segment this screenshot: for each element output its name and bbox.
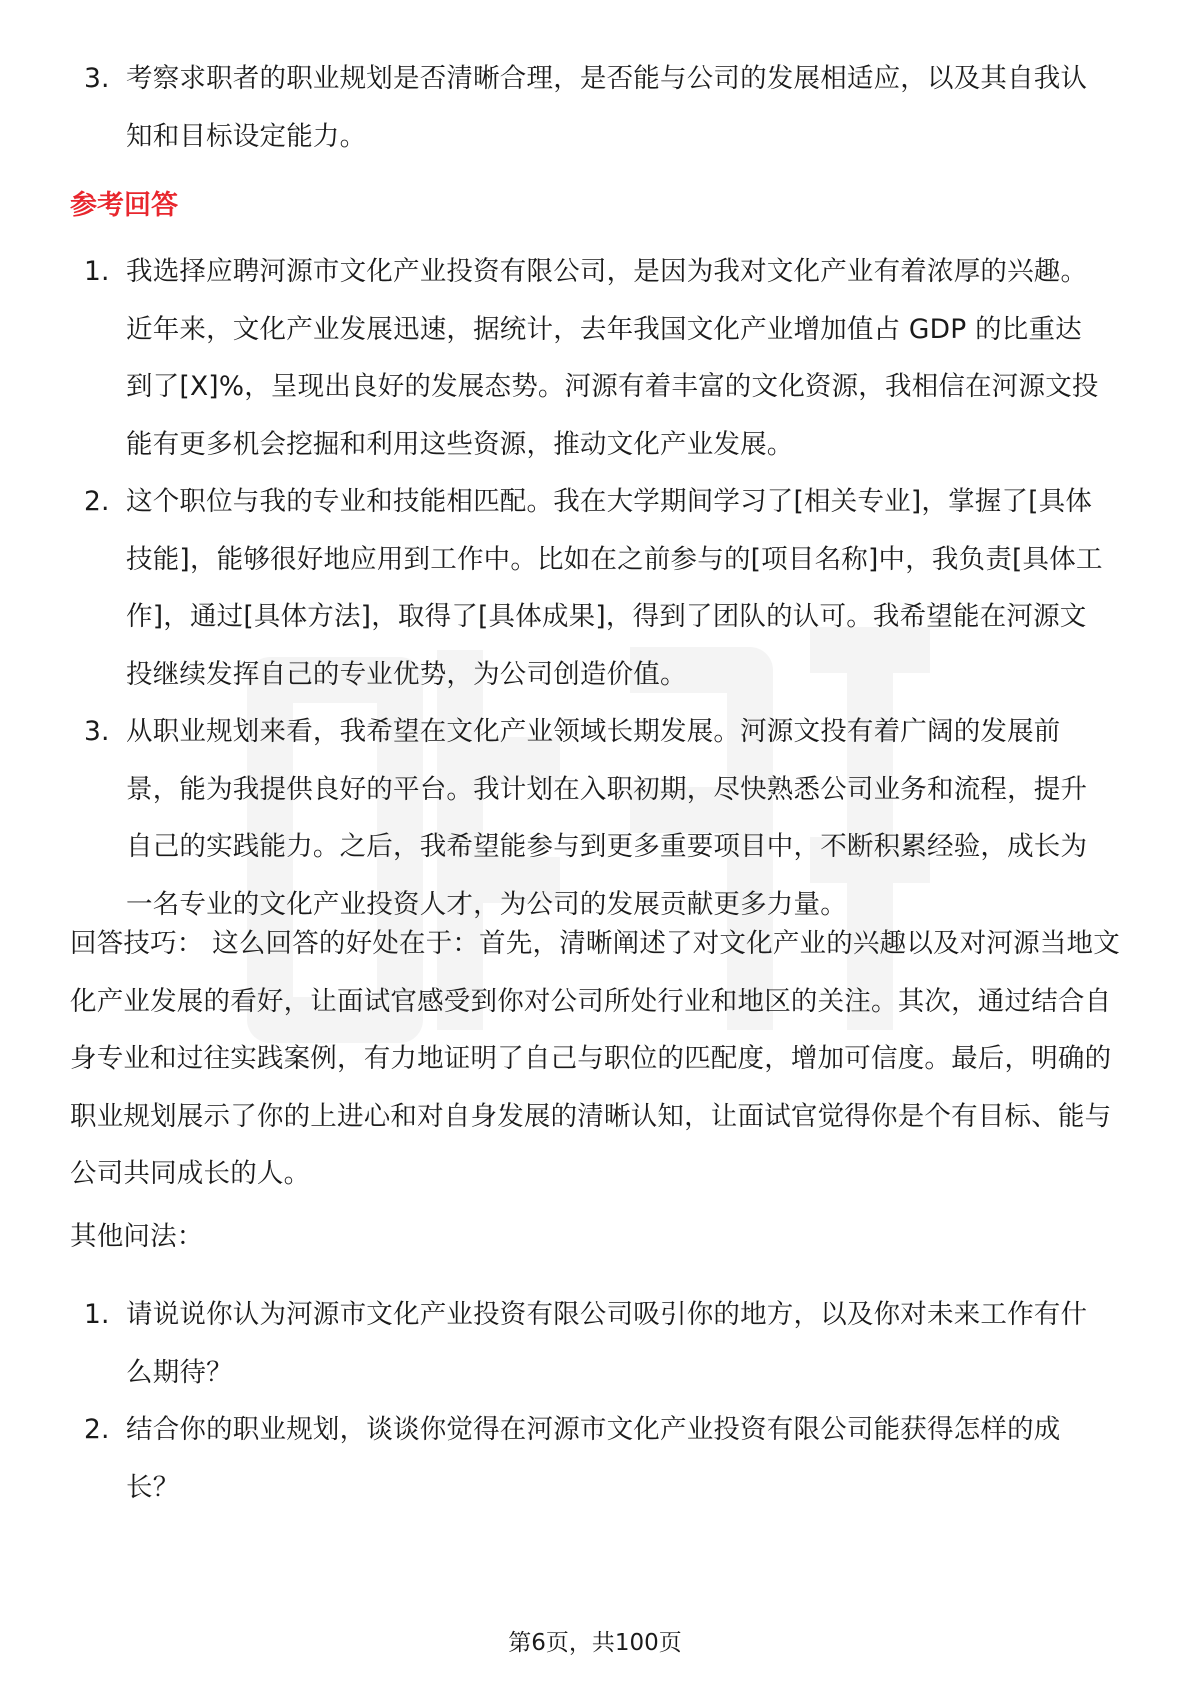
list-number: 3. — [84, 716, 110, 747]
list-item — [0, 473, 1190, 703]
list-text: 请说说你认为河源市文化产业投资有限公司吸引你的地方，以及你对未来工作有什么期待？ — [126, 1299, 1088, 1388]
list-number: 2. — [84, 486, 110, 517]
list-number: 1. — [84, 256, 110, 287]
list-text: 结合你的职业规划，谈谈你觉得在河源市文化产业投资有限公司能获得怎样的成长？ — [126, 1414, 1061, 1503]
list-text: 考察求职者的职业规划是否清晰合理，是否能与公司的发展相适应，以及其自我认知和目标设定能力。 — [126, 63, 1088, 152]
evaluation-points-list — [0, 50, 1190, 165]
list-number: 3. — [84, 63, 110, 94]
reference-answers-list — [0, 243, 1190, 933]
list-item — [0, 703, 1190, 933]
answer-tips-paragraph: 回答技巧： 这么回答的好处在于：首先，清晰阐述了对文化产业的兴趣以及对河源当地文化产业发展的看好，让面试官感受到你对公司所处行业和地区的关注。其次，通过结合自身专业和过往实践案例，有力地证明了自己与职位的匹配度，增加可信度。最后，明确的职业规划展示了你的上进心和对自身发展的清晰认知，让面试官觉得你是个有目标、能与公司共同成长的人。 — [70, 928, 1120, 1189]
list-number: 2. — [84, 1414, 110, 1445]
list-text: 我选择应聘河源市文化产业投资有限公司，是因为我对文化产业有着浓厚的兴趣。近年来，文化产业发展迅速，据统计，去年我国文化产业增加值占 GDP 的比重达到了[X]%，呈现出良好的发展态势。河源有着丰富的文化资源，我相信在河源文投能有更多机会挖掘和利用这些资源，推动文化产业发展。 — [126, 256, 1099, 460]
other-questions-heading: 其他问法： — [70, 1221, 204, 1252]
other-questions-list — [0, 1286, 1190, 1516]
list-item — [0, 50, 1190, 165]
list-item — [0, 1401, 1190, 1516]
page-number-footer: 第6页，共100页 — [508, 1630, 682, 1656]
list-item — [0, 243, 1190, 473]
list-text: 这个职位与我的专业和技能相匹配。我在大学期间学习了[相关专业]，掌握了[具体技能]，能够很好地应用到工作中。比如在之前参与的[项目名称]中，我负责[具体工作]，通过[具体方法]，取得了[具体成果]，得到了团队的认可。我希望能在河源文投继续发挥自己的专业优势，为公司创造价值。 — [126, 486, 1103, 690]
list-number: 1. — [84, 1299, 110, 1330]
list-text: 从职业规划来看，我希望在文化产业领域长期发展。河源文投有着广阔的发展前景，能为我提供良好的平台。我计划在入职初期，尽快熟悉公司业务和流程，提升自己的实践能力。之后，我希望能参与到更多重要项目中，不断积累经验，成长为一名专业的文化产业投资人才，为公司的发展贡献更多力量。 — [126, 716, 1088, 920]
reference-answer-heading: 参考回答 — [70, 190, 178, 221]
list-item — [0, 1286, 1190, 1401]
